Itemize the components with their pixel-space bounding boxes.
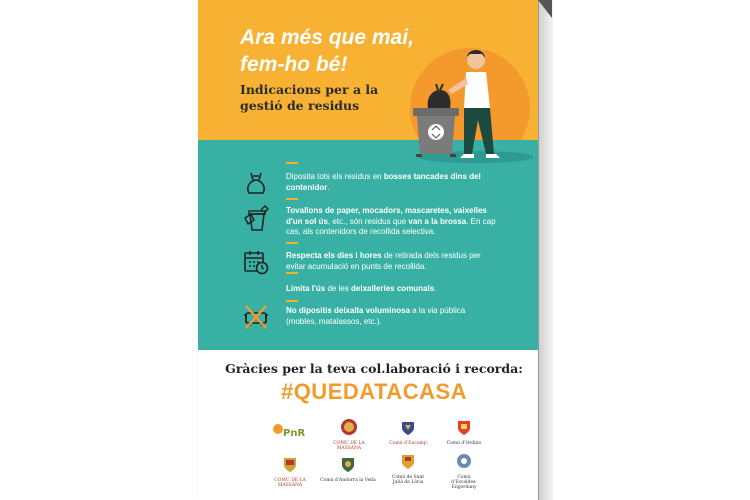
poster-subtitle: Indicacions per a la gestió de residus <box>240 82 379 113</box>
coat-of-arms-logo <box>329 418 369 451</box>
calendar-clock-icon <box>242 248 270 276</box>
coat-of-arms-logo <box>270 455 310 488</box>
person-with-bin-illustration <box>408 20 533 165</box>
coat-of-arms-logo <box>388 418 428 446</box>
instruction-text: No dipositis deixalla voluminosa a la via pública (mobles, matalassos, etc.). <box>286 306 466 326</box>
shield-icon <box>455 418 473 436</box>
poster-title: Ara més que mai, fem-ho bé! <box>240 26 414 76</box>
logo-caption: Comú d'Ordino <box>446 441 482 446</box>
item-divider <box>286 198 298 200</box>
svg-text:PnR: PnR <box>283 428 305 439</box>
hashtag: #QUEDATACASA <box>280 379 468 404</box>
instruction-text: Limita l'ús de les deixalleries comunals. <box>286 284 437 293</box>
logo-caption: Comú d'Encamp <box>389 441 427 446</box>
logo-caption: COMÚ DE LA MASSANA <box>333 441 365 451</box>
pnr-sun-icon <box>271 421 305 441</box>
shield-icon <box>281 455 299 473</box>
logo-caption: Comú de Sant Julià de Lòria <box>391 475 425 485</box>
shield-icon <box>455 452 473 470</box>
item-divider <box>286 300 298 302</box>
page-fold <box>538 0 553 500</box>
shield-icon <box>340 418 358 436</box>
tied-bag-icon <box>242 168 270 196</box>
no-sofa-icon <box>242 302 270 330</box>
instructions-panel <box>198 140 550 350</box>
item-divider <box>286 242 298 244</box>
page-fold-corner <box>538 0 552 18</box>
thanks-message: Gràcies per la teva col.laboració i recorda: <box>225 361 523 376</box>
instruction-text: Diposita tots els residus en bosses tancades dins del contenidor. <box>286 172 481 192</box>
instruction-text: Respecta els dies i hores de retirada dels residus per evitar acumulació en punts de recollida. <box>286 251 481 271</box>
item-divider <box>286 162 298 164</box>
logo-caption: COMÚ DE LA MASSANA <box>274 478 306 488</box>
coat-of-arms-logo <box>320 455 376 483</box>
coat-of-arms-logo <box>444 418 484 446</box>
shield-icon <box>399 418 417 436</box>
coat-of-arms-logo <box>388 452 428 485</box>
coat-of-arms-logo <box>444 452 484 490</box>
shield-icon <box>399 452 417 470</box>
shield-icon <box>339 455 357 473</box>
mask-glove-bin-icon <box>242 204 270 232</box>
logo-caption: Comú d'Escaldes-Engordany <box>451 475 477 490</box>
logo-caption: Comú d'Andorra la Vella <box>320 478 376 483</box>
pnr-logo <box>268 421 308 446</box>
poster <box>198 0 550 500</box>
instruction-text: Tovallons de paper, mocadors, mascaretes, vaixelles d'un sol ús, etc., són residus que van a la brossa. En cap cas, als contenidors de recollida selectiva. <box>286 206 496 236</box>
item-divider <box>286 272 298 274</box>
